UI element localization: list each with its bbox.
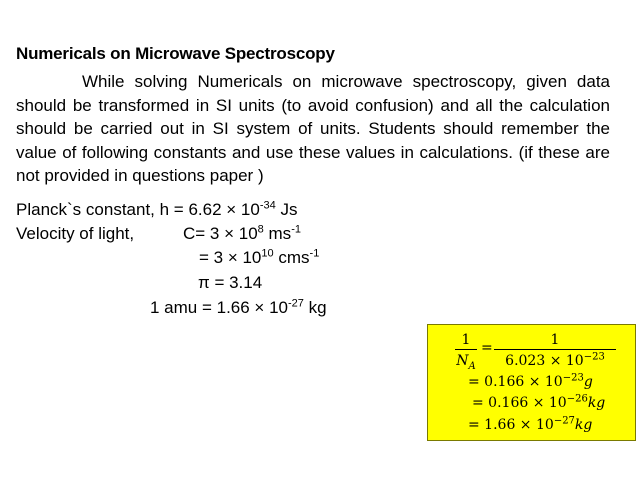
- slide-heading: Numericals on Microwave Spectroscopy: [16, 44, 335, 63]
- intro-paragraph-text: While solving Numericals on microwave spectroscopy, given data should be transformed in SI units (to avoid confusion) and all the calculation should be carried out in SI system of units. Students should remember the value of following constants and use these values in calculations. (if these are not provided in questions paper ): [16, 72, 610, 185]
- fraction-numerator: 1: [461, 332, 471, 348]
- velocity-text: C= 3 × 10: [183, 224, 258, 243]
- velocity-unit-exponent: -1: [291, 223, 301, 236]
- equals-sign: =: [481, 340, 493, 356]
- velocity-cms-line: [199, 247, 319, 269]
- cms-unit-exponent: -1: [309, 247, 320, 260]
- fraction-bar: [455, 349, 477, 350]
- velocity-ms-line: [183, 223, 301, 245]
- intro-paragraph: [16, 70, 610, 188]
- amu-line: [150, 297, 327, 319]
- fraction-denominator: $6.023 \times 10^{-23}$: [505, 351, 605, 369]
- cms-exponent: 10: [261, 247, 274, 260]
- fraction-one-over-avogadro: [494, 331, 616, 370]
- planck-text: Planck`s constant, h = 6.62 × 10: [16, 200, 260, 219]
- fraction-one-over-na: [455, 331, 477, 370]
- fraction-denominator: $N_A$: [456, 353, 476, 372]
- amu-text: 1 amu = 1.66 × 10: [150, 298, 288, 317]
- cms-unit: cms: [273, 248, 310, 267]
- velocity-unit: ms: [263, 224, 292, 243]
- velocity-label: Velocity of light,: [16, 224, 135, 243]
- planck-unit: Js: [275, 200, 298, 219]
- planck-constant-line: [16, 199, 297, 221]
- cms-text: = 3 × 10: [199, 248, 262, 267]
- result-kg-line-1: = $0.166 \times 10^{-26}kg$: [472, 393, 606, 411]
- fraction-numerator: 1: [550, 332, 560, 348]
- pi-line: π = 3.14: [198, 273, 263, 292]
- result-grams-line: = $0.166 \times 10^{-23}g$: [468, 372, 593, 390]
- avogadro-calculation-box: [427, 324, 636, 441]
- amu-unit: kg: [303, 298, 327, 317]
- result-kg-line-2: = $1.66 \times 10^{-27}kg$: [468, 415, 593, 433]
- amu-exponent: -27: [288, 297, 304, 310]
- velocity-exponent: 8: [257, 223, 264, 236]
- fraction-bar: [494, 349, 616, 350]
- planck-exponent: -34: [259, 199, 276, 212]
